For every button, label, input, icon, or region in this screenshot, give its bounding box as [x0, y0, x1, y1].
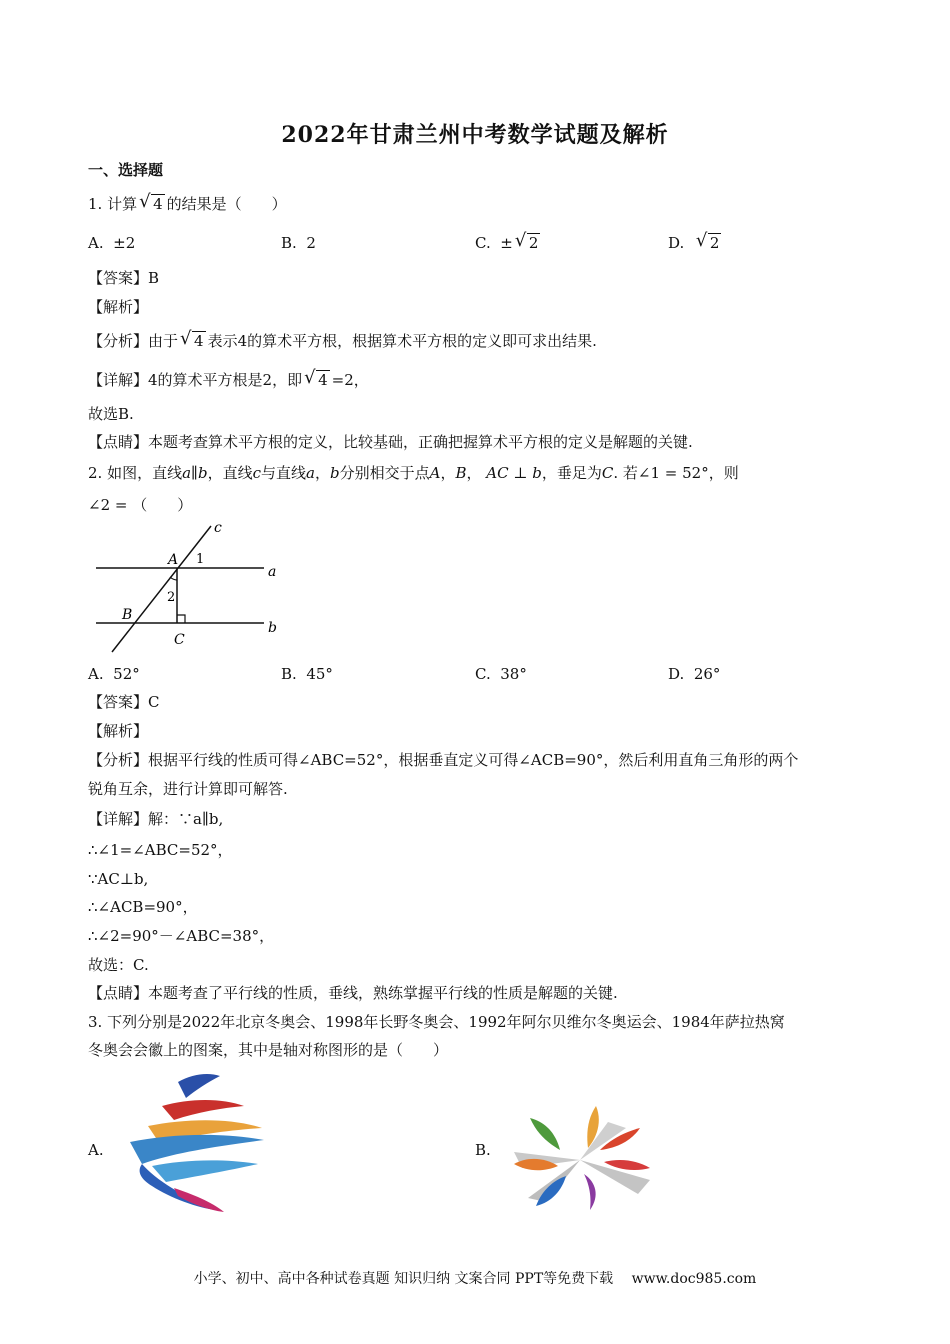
label-2: 2 [167, 590, 176, 605]
q3-option-b-label: B. [475, 1141, 491, 1159]
page-title: 2022年甘肃兰州中考数学试题及解析 [281, 122, 669, 148]
q2-fenxi-line1: 【分析】根据平行线的性质可得∠ABC=52°，根据垂直定义可得∠ACB=90°，然后利用直角三角形的两个 [88, 751, 799, 769]
q2-option-a: A. 52° [88, 665, 140, 683]
right-angle-mark [177, 615, 185, 623]
q1-option-d: D. √ 2 [668, 230, 720, 252]
label-A: A [168, 552, 179, 568]
q1-option-c: C. ± √ 2 [475, 230, 539, 252]
page-footer: 小学、初中、高中各种试卷真题 知识归纳 文案合同 PPT等免费下载 www.doc985.com [193, 1271, 757, 1287]
nagano-1998-emblem-image [500, 1098, 662, 1224]
q2-step-5: ∴∠2=90°－∠ABC=38°， [88, 927, 275, 945]
q2-jiexi: 【解析】 [88, 722, 149, 740]
q1-xiangjie: 【详解】4的算术平方根是2，即 √ 4 =2， [88, 367, 369, 389]
label-a: a [268, 564, 277, 580]
q1-option-a: A. ±2 [88, 234, 136, 252]
q2-answer: 【答案】C [88, 693, 160, 711]
q1-stem: 1. 计算 √ 4 的结果是（ ） [88, 191, 287, 213]
q1-jiexi: 【解析】 [88, 298, 149, 316]
label-B: B [122, 607, 133, 623]
q1-fenxi: 【分析】由于 √ 4 表示4的算术平方根，根据算术平方根的定义即可求出结果. [88, 328, 597, 350]
q1-dianjing: 【点睛】本题考查算术平方根的定义，比较基础，正确把握算术平方根的定义是解题的关键. [88, 433, 693, 451]
angle-2-arc [170, 577, 177, 580]
beijing-2022-emblem-image [112, 1068, 276, 1218]
q3-option-a-label: A. [88, 1141, 104, 1159]
q2-step-3: ∵AC⊥b, [88, 870, 149, 888]
q3-stem-line2: 冬奥会会徽上的图案，其中是轴对称图形的是（ ） [88, 1041, 449, 1059]
q1-answer: 【答案】B [88, 269, 160, 287]
q2-option-c: C. 38° [475, 665, 527, 683]
q2-figure [88, 520, 298, 655]
q1-guxuan: 故选B. [88, 405, 134, 423]
q2-stem-line2: ∠2 = （ ） [88, 496, 193, 514]
q2-dianjing: 【点睛】本题考查了平行线的性质，垂线，熟练掌握平行线的性质是解题的关键. [88, 984, 618, 1002]
label-C: C [174, 632, 185, 648]
q2-stem: 2. 如图，直线a∥b，直线c与直线a，b分别相交于点A，B， AC ⊥ b，垂足为C. 若∠1 = 52°，则 [88, 464, 739, 482]
line-c [112, 526, 211, 652]
q2-option-d: D. 26° [668, 665, 721, 683]
q2-step-2: ∴∠1=∠ABC=52°， [88, 841, 233, 859]
q3-stem-line1: 3. 下列分别是2022年北京冬奥会、1998年长野冬奥会、1992年阿尔贝维尔冬奥运会、1984年萨拉热窝 [88, 1013, 785, 1031]
q2-fenxi-line2: 锐角互余，进行计算即可解答. [88, 780, 288, 798]
q2-step-6: 故选：C. [88, 956, 149, 974]
q2-option-b: B. 45° [281, 665, 333, 683]
label-b: b [268, 620, 277, 636]
q2-step-1: 【详解】解：∵a∥b, [88, 810, 224, 828]
q1-option-b: B. 2 [281, 234, 316, 252]
section-heading: 一、选择题 [88, 161, 164, 179]
label-c: c [214, 520, 222, 536]
label-1: 1 [196, 552, 205, 567]
q2-step-4: ∴∠ACB=90°， [88, 898, 198, 916]
